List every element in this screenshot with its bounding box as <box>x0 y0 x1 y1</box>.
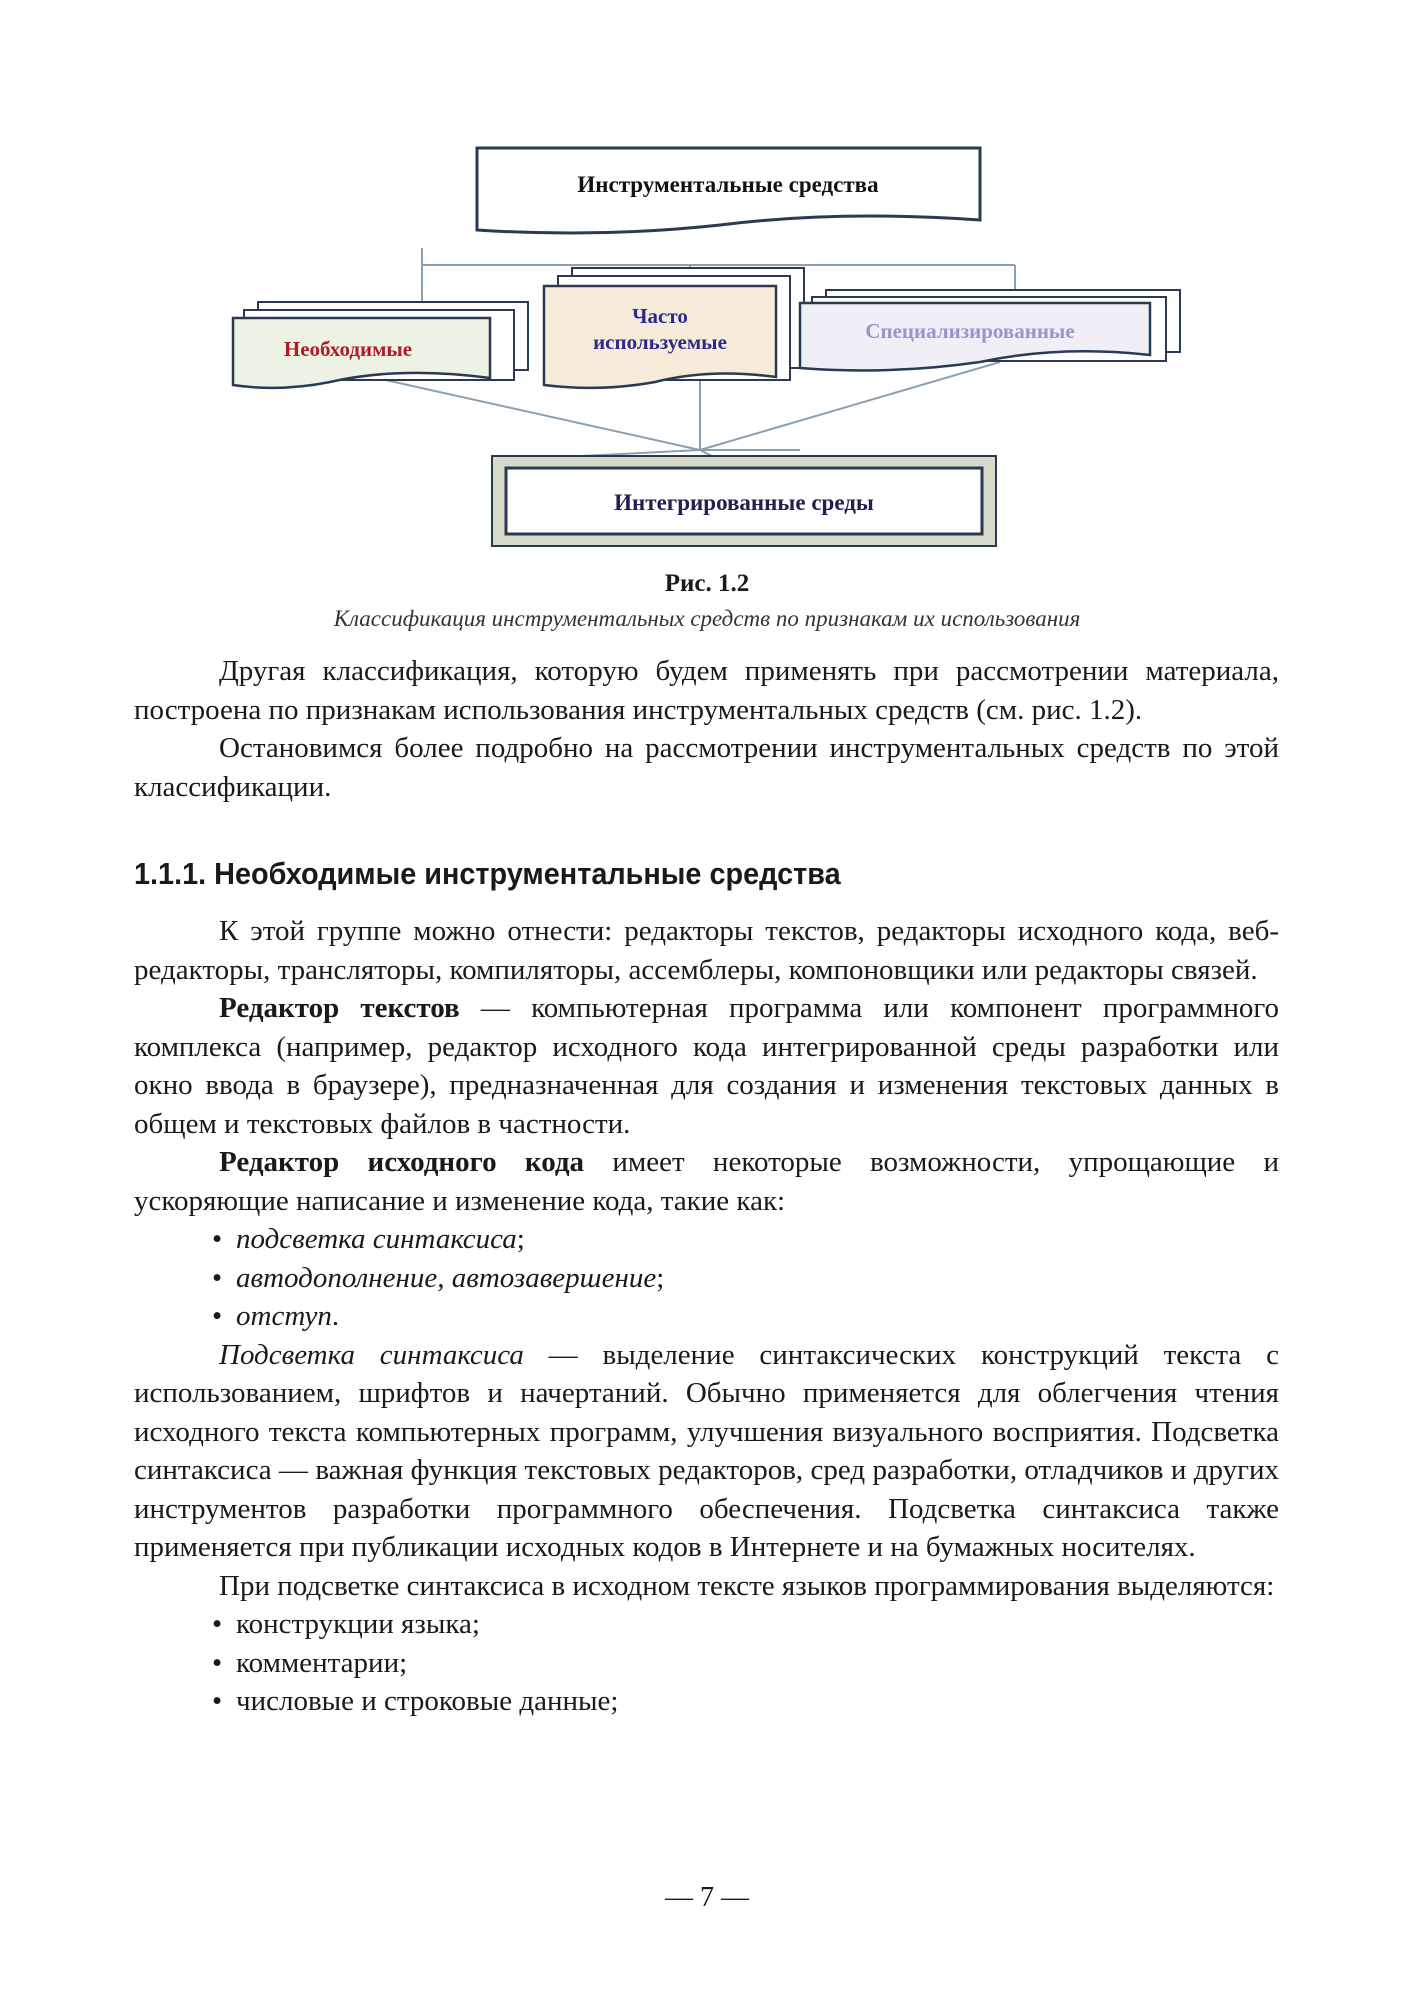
top-box-label: Инструментальные средства <box>577 172 879 197</box>
paragraph-syntax-highlighting <box>134 1336 1279 1567</box>
middle-box-label-line1: Часто <box>632 304 688 328</box>
syntax-highlighting-definition: — выделение синтаксических конструкций текста с использованием, шрифтов и начертаний. Обычно применяется для облегчения чтения исходного текста компьютерных программ, улучшения визуального восприятия. Подсветка синтаксиса — важная функция текстовых редакторов, сред разработки, отладчиков и других инструментов разработки программного обеспечения. Подсветка синтаксиса также применяется при публикации исходных кодов в Интернете и на бумажных носителях. <box>134 1338 1280 1563</box>
bullet-icon: • <box>212 1300 223 1332</box>
bullet-icon: • <box>212 1223 223 1255</box>
list-item-text: конструкции языка; <box>236 1608 480 1640</box>
paragraph-details: Остановимся более подробно на рассмотрении инструментальных средств по этой классификации. <box>134 732 1279 803</box>
list-item: • отступ. <box>134 1297 1279 1336</box>
bottom-box <box>492 456 996 546</box>
list-item-text: отступ <box>236 1300 332 1332</box>
section-text <box>134 912 1279 1721</box>
code-editor-definition: имеет некоторые возможности, упрощающие и ускоряющие написание и изменение кода, такие как: <box>134 1146 1280 1217</box>
term-code-editor: Редактор исходного кода <box>219 1146 585 1178</box>
paragraph-highlighted-items: При подсветке синтаксиса в исходном тексте языков программирования выделяются: <box>219 1569 1275 1602</box>
left-box-label: Необходимые <box>283 337 413 361</box>
list-item <box>134 1605 1279 1644</box>
middle-box <box>544 268 804 388</box>
bullet-icon: • <box>212 1261 223 1294</box>
term-text-editor: Редактор текстов <box>219 992 460 1024</box>
list-item <box>134 1682 1279 1721</box>
list-item-text: числовые и строковые данные; <box>236 1685 619 1717</box>
left-box <box>233 302 528 388</box>
paragraph-text-editor <box>134 989 1279 1143</box>
paragraph-group: К этой группе можно отнести: редакторы текстов, редакторы исходного кода, веб-редакторы, трансляторы, компиляторы, ассемблеры, компоновщики или редакторы связей. <box>134 915 1279 986</box>
page-number: — 7 — <box>665 1882 749 1913</box>
classification-diagram <box>200 130 1220 560</box>
intro-text <box>134 652 1279 806</box>
middle-box-label-line2: используемые <box>593 330 727 354</box>
list-item <box>134 1644 1279 1683</box>
top-box <box>477 148 980 233</box>
list-item-text: подсветка синтаксиса <box>236 1223 517 1255</box>
right-box-label: Специализированные <box>865 319 1075 343</box>
list-item-text: комментарии; <box>236 1646 408 1679</box>
section-heading: 1.1.1. Необходимые инструментальные средства <box>134 856 841 891</box>
paragraph-code-editor <box>134 1143 1279 1220</box>
figure-caption: Классификация инструментальных средств по признакам их использования <box>333 606 1081 631</box>
paragraph-classification: Другая классификация, которую будем применять при рассмотрении материала, построена по признакам использования инструментальных средств (см. рис. 1.2). <box>134 655 1279 726</box>
bullet-icon: • <box>212 1608 223 1640</box>
list-item: • подсветка синтаксиса; <box>134 1220 1279 1259</box>
figure-number: Рис. 1.2 <box>664 570 750 597</box>
text-editor-definition: — компьютерная программа или компонент программного комплекса (например, редактор исходного кода интегрированной среды разработки или окно ввода в браузере), предназначенная для создания и изменения текстовых данных в общем и текстовых файлов в частности. <box>134 992 1280 1140</box>
right-box <box>800 290 1180 370</box>
bottom-box-label: Интегрированные среды <box>614 490 874 515</box>
list-item-text: автодополнение, автозавершение <box>236 1261 657 1294</box>
list-item: • автодополнение, автозавершение; <box>134 1259 1279 1298</box>
bullet-icon: • <box>212 1646 223 1679</box>
term-syntax-highlighting: Подсветка синтаксиса <box>219 1338 524 1371</box>
bullet-icon: • <box>212 1685 223 1717</box>
